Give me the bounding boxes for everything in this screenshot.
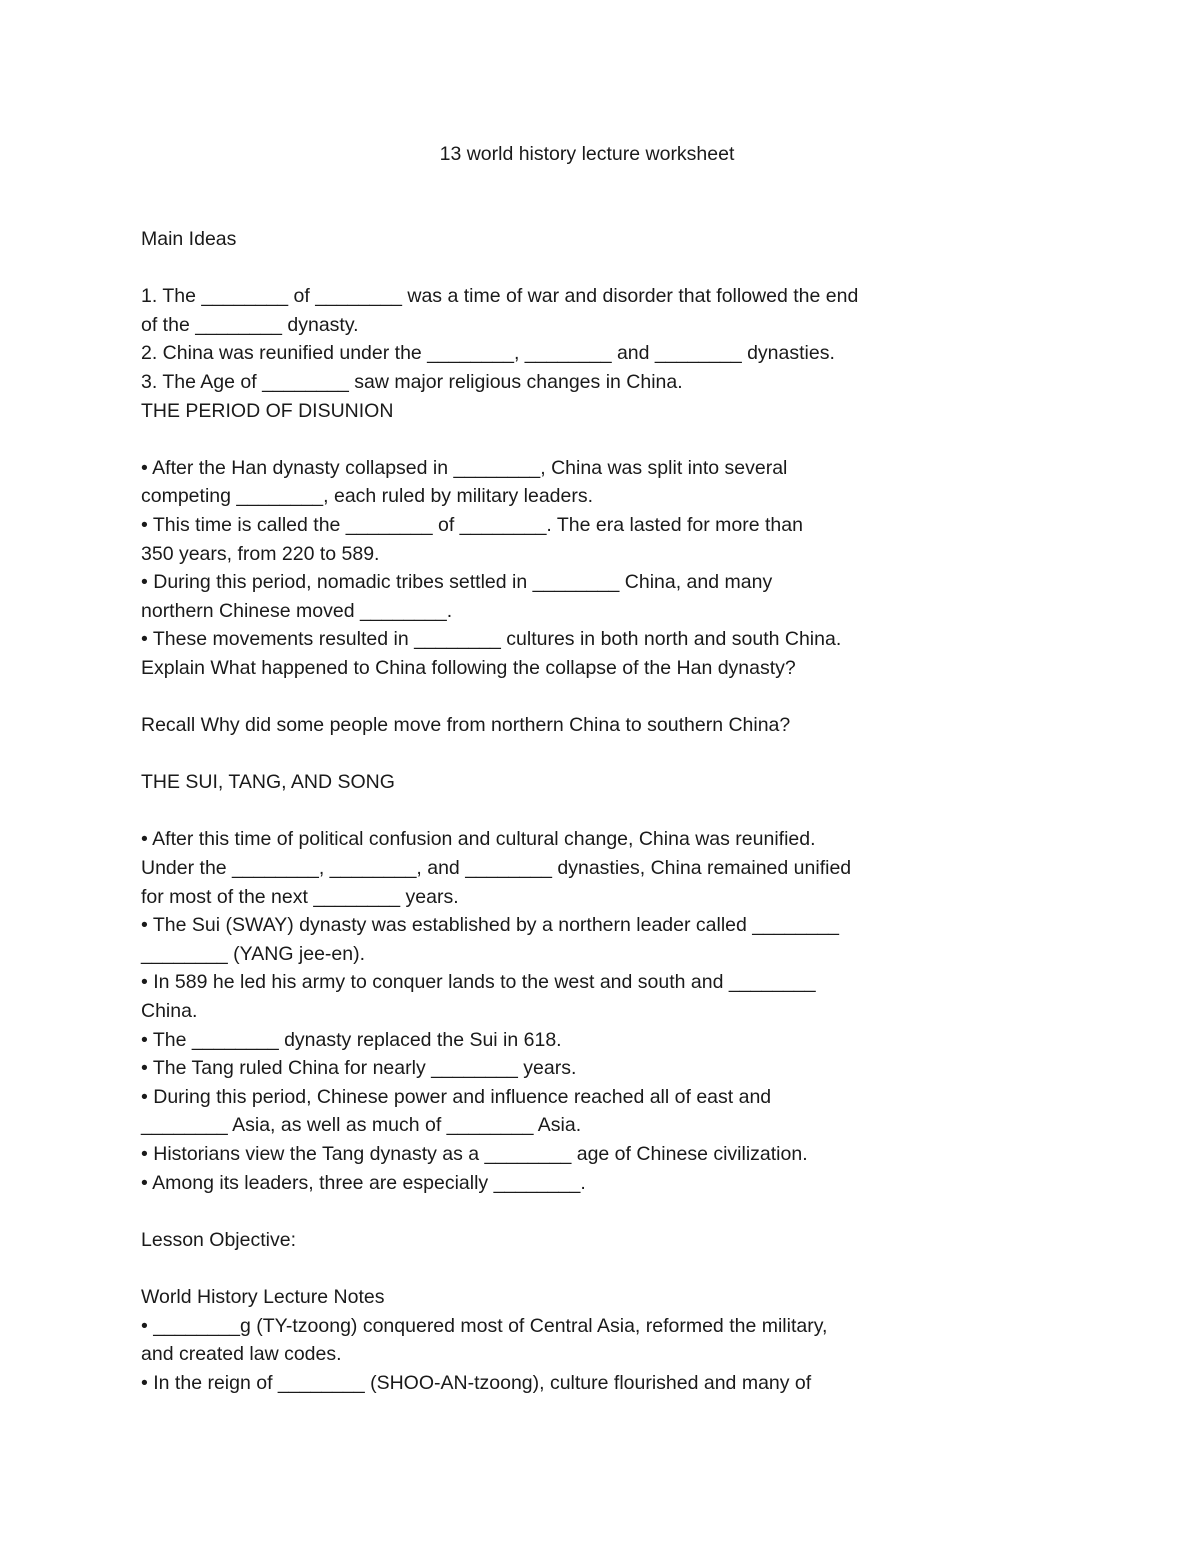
- lesson-objective-label: Lesson Objective:: [141, 1228, 297, 1251]
- blank-line: [141, 683, 1181, 712]
- bullet-han-collapse-continued: competing ________, each ruled by military leaders.: [141, 485, 594, 508]
- bullet-chinese-power: • During this period, Chinese power and influence reached all of east and: [141, 1085, 772, 1108]
- bullet-han-collapse: • After the Han dynasty collapsed in ________, China was split into several: [141, 456, 788, 479]
- question-explain: Explain What happened to China following the collapse of the Han dynasty?: [141, 656, 796, 679]
- bullet-reunified-continued: Under the ________, ________, and ________ dynasties, China remained unified: [141, 857, 852, 880]
- bullet-sui-established-continued: ________ (YANG jee-en).: [141, 942, 366, 965]
- bullet-era-name: • This time is called the ________ of ________. The era lasted for more than: [141, 513, 803, 536]
- blank-line: [141, 1254, 1181, 1283]
- section-heading-sui-tang-song: THE SUI, TANG, AND SONG: [141, 771, 395, 794]
- bullet-reunified: • After this time of political confusion and cultural change, China was reunified.: [141, 828, 816, 851]
- main-idea-1: 1. The ________ of ________ was a time of war and disorder that followed the end: [141, 285, 859, 308]
- bullet-replaced-sui: • The ________ dynasty replaced the Sui in 618.: [141, 1028, 562, 1051]
- section-heading-main-ideas: Main Ideas: [141, 228, 237, 250]
- blank-line: [141, 740, 1181, 769]
- bullet-tang-ruled: • The Tang ruled China for nearly ________ years.: [141, 1057, 577, 1080]
- main-idea-1-continued: of the ________ dynasty.: [141, 313, 359, 336]
- bullet-xuanzong: • In the reign of ________ (SHOO-AN-tzoong), culture flourished and many of: [141, 1371, 812, 1394]
- section-heading-period-of-disunion: THE PERIOD OF DISUNION: [141, 399, 394, 422]
- document-body: [141, 225, 1181, 1397]
- bullet-reunified-continued-2: for most of the next ________ years.: [141, 885, 459, 908]
- bullet-nomadic-tribes-continued: northern Chinese moved ________.: [141, 599, 453, 622]
- bullet-chinese-power-continued: ________ Asia, as well as much of ________ Asia.: [141, 1114, 582, 1137]
- main-idea-2: 2. China was reunified under the ________, ________ and ________ dynasties.: [141, 342, 835, 365]
- bullet-nomadic-tribes: • During this period, nomadic tribes settled in ________ China, and many: [141, 571, 773, 594]
- bullet-historians-view: • Historians view the Tang dynasty as a ________ age of Chinese civilization.: [141, 1143, 808, 1165]
- bullet-sui-established: • The Sui (SWAY) dynasty was established by a northern leader called ________: [141, 914, 840, 937]
- bullet-taizong-continued: and created law codes.: [141, 1343, 342, 1366]
- lecture-notes-heading: World History Lecture Notes: [141, 1285, 385, 1308]
- blank-line: [141, 1197, 1181, 1226]
- bullet-leaders: • Among its leaders, three are especially ________.: [141, 1171, 586, 1194]
- main-idea-3: 3. The Age of ________ saw major religious changes in China.: [141, 370, 683, 393]
- bullet-589-army-continued: China.: [141, 1000, 198, 1023]
- bullet-589-army: • In 589 he led his army to conquer lands to the west and south and ________: [141, 971, 816, 994]
- bullet-taizong: • ________g (TY-tzoong) conquered most of Central Asia, reformed the military,: [141, 1314, 828, 1337]
- question-recall: Recall Why did some people move from northern China to southern China?: [141, 714, 791, 737]
- blank-line: [141, 425, 1181, 454]
- document-title: 13 world history lecture worksheet: [439, 143, 735, 165]
- bullet-era-name-continued: 350 years, from 220 to 589.: [141, 542, 380, 565]
- bullet-movements: • These movements resulted in ________ cultures in both north and south China.: [141, 628, 842, 651]
- blank-line: [141, 797, 1181, 826]
- blank-line: [141, 254, 1181, 283]
